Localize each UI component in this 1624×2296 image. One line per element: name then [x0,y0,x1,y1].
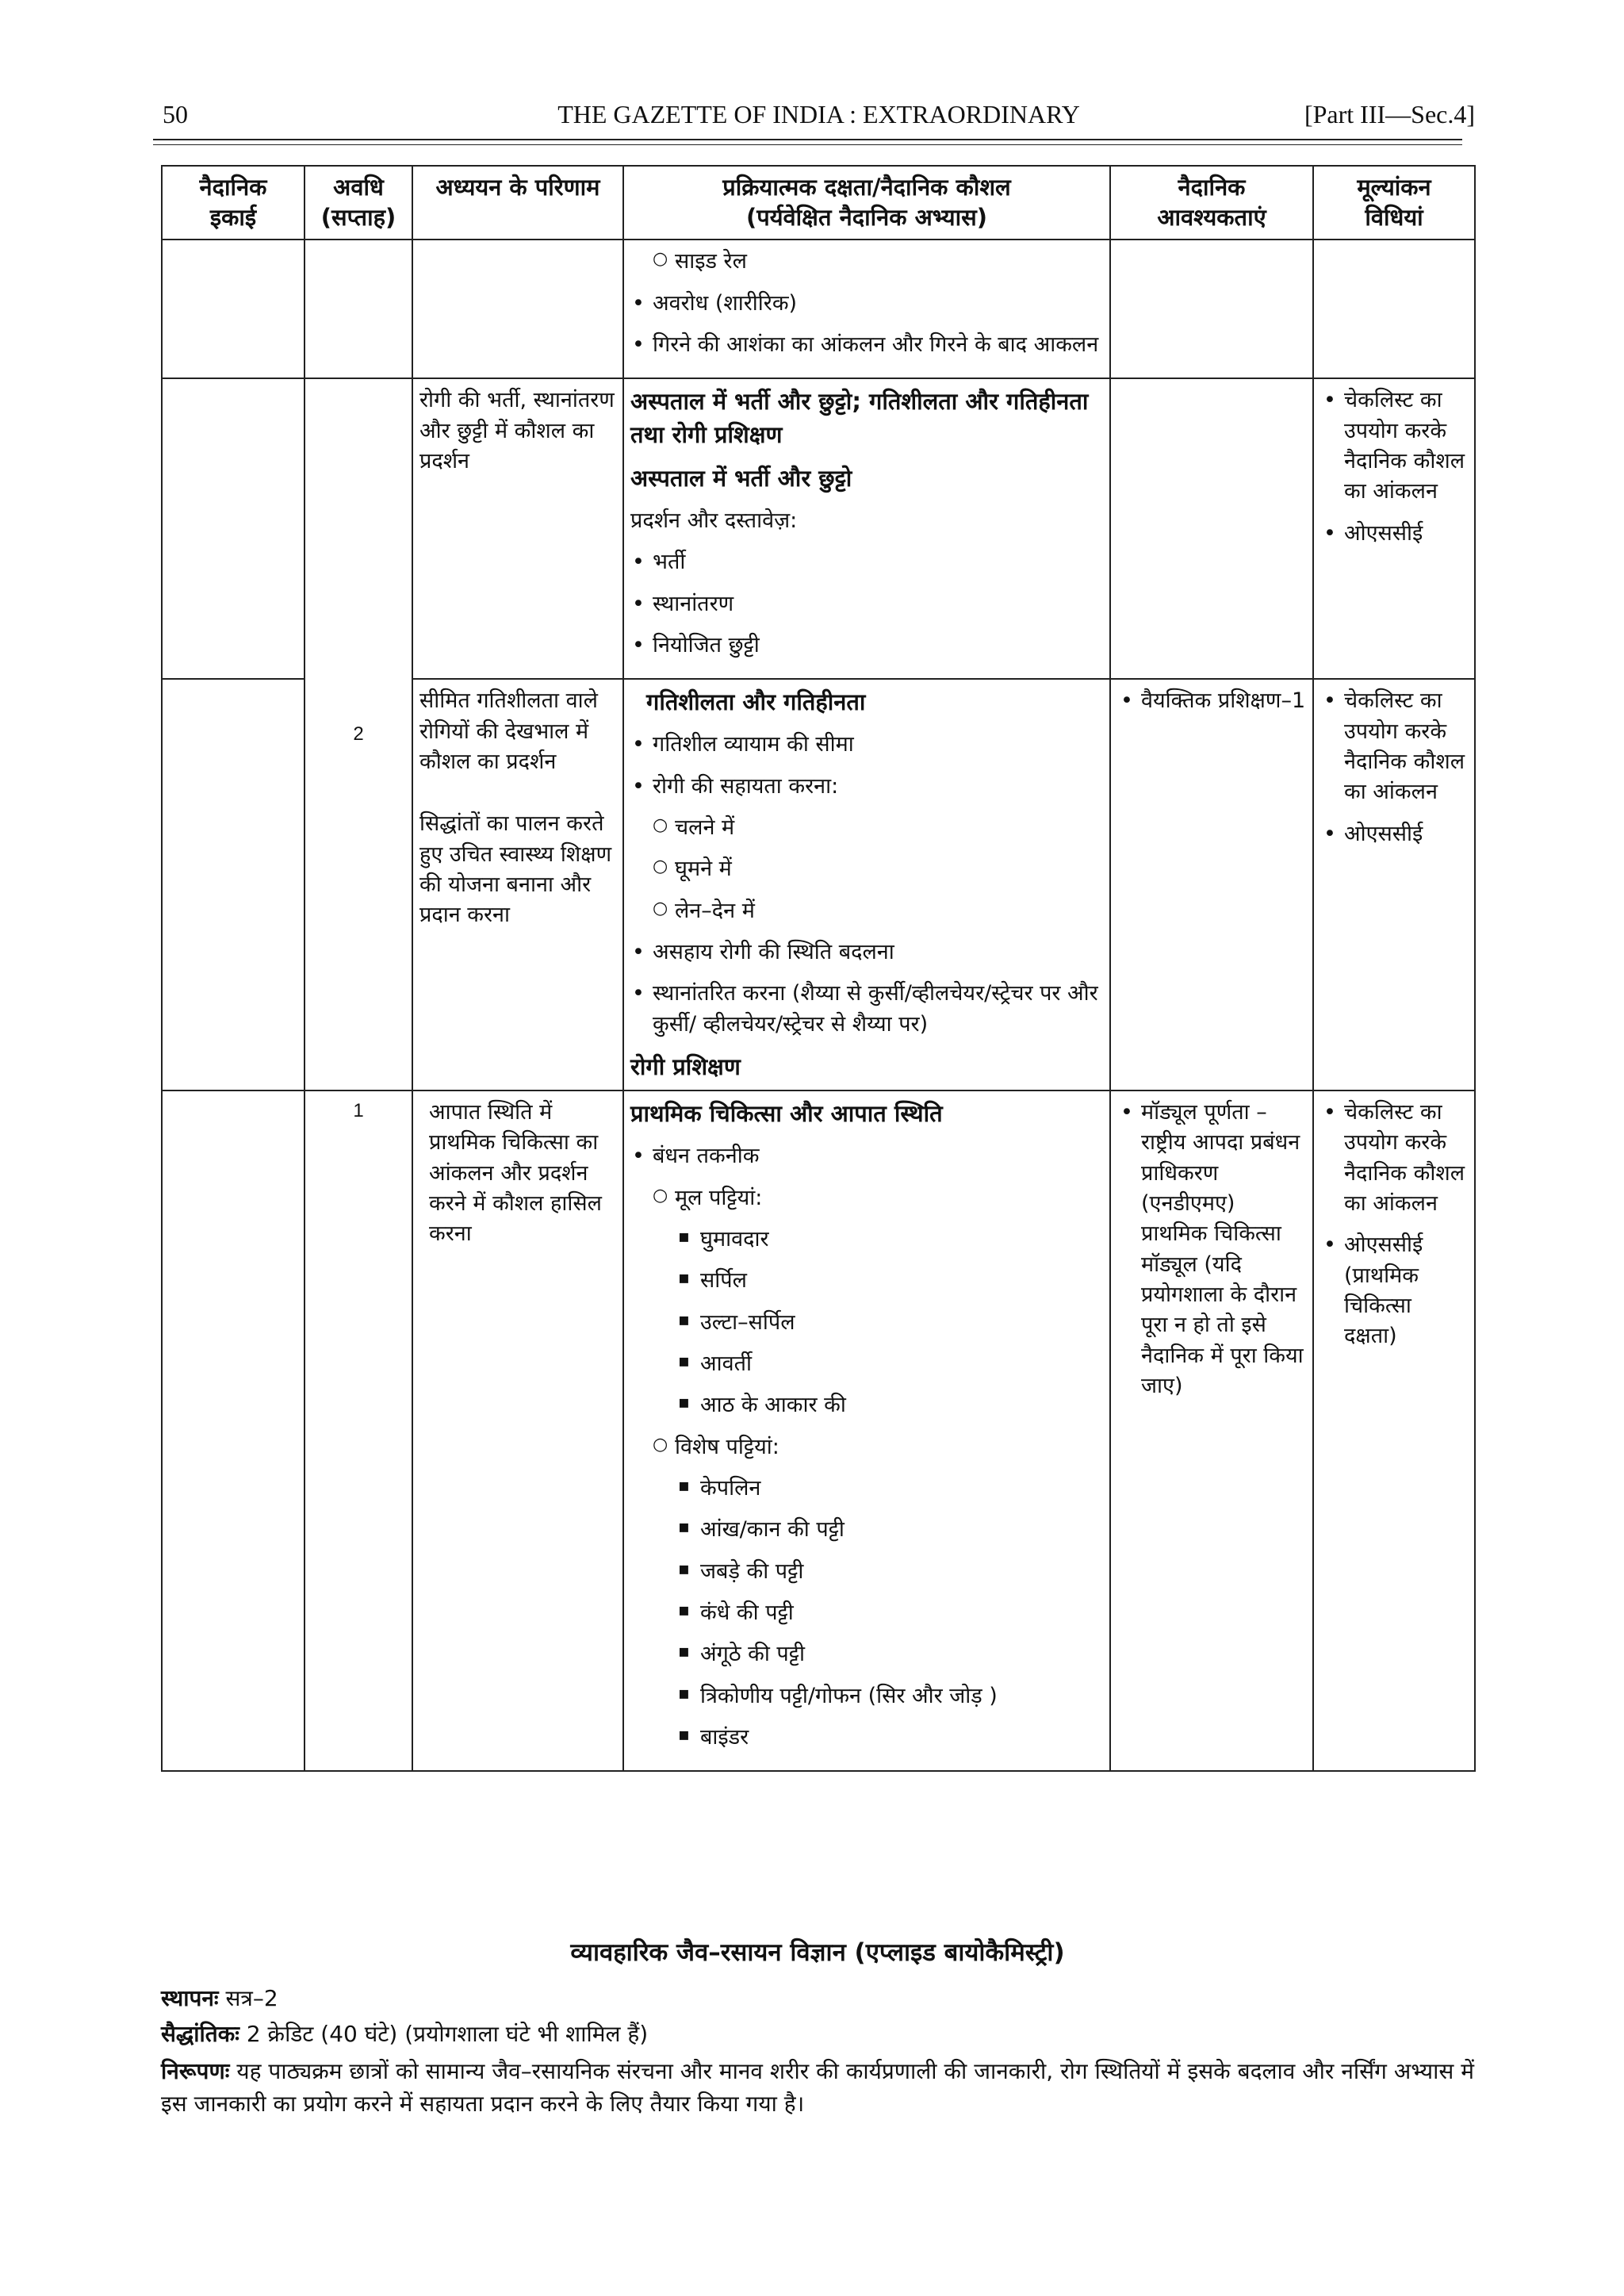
header-rule-thin [153,144,1462,145]
list-item: ▪ अंगूठे की पट्टी [630,1639,1103,1669]
skills-cell [623,240,1110,378]
assessment-cell [1313,1091,1475,1771]
list-item: ▪ उल्टा–सर्पिल [630,1308,1103,1338]
list-item: ▪ बाइंडर [630,1723,1103,1753]
list-item: • ओएससीई [1320,819,1468,849]
skills-cell: प्राथमिक चिकित्सा और आपात स्थिति • बंधन तकनीक ○ मूल पट्टियां: ▪ घुमावदार ▪ सर्पिल ▪ उल्टा–सर्पिल ▪ आवर्ती ▪ आठ के आकार की ○ विशेष पट्टियां: ▪ केपलिन ▪ आंख/कान की पट्टी ▪ जबड़े की पट्टी ▪ कंधे की पट्टी ▪ अंगूठे की पट्टी ▪ त्रिकोणीय पट्टी/गोफन (सिर और जोड़ ) ▪ बाइंडर [623,1091,1110,1771]
outcome-cell: सीमित गतिशीलता वाले रोगियों की देखभाल में कौशल का प्रदर्शन सिद्धांतों का पालन करते हुए उचित स्वास्थ्य शिक्षण की योजना बनाना और प्रदान करना [412,679,623,1091]
table-row [162,1091,1475,1771]
table-row [162,240,1475,378]
gazette-title: THE GAZETTE OF INDIA : EXTRAORDINARY [557,100,1080,128]
list-item: ○ मूल पट्टियां: [630,1183,1103,1213]
page-number: 50 [163,100,188,128]
page-header [163,94,1475,141]
list-item: ▪ जबड़े की पट्टी [630,1557,1103,1587]
table-header-row [162,166,1475,240]
col-header-skills: प्रक्रियात्मक दक्षता/नैदानिक कौशल (पर्यवेक्षित नैदानिक अभ्यास) [623,166,1110,240]
list-item: • भर्ती [630,547,1103,577]
list-item: ▪ आवर्ती [630,1349,1103,1379]
list-item: ▪ कंधे की पट्टी [630,1598,1103,1628]
skills-cell: अस्पताल में भर्ती और छुट्टो; गतिशीलता और गतिहीनता तथा रोगी प्रशिक्षण अस्पताल में भर्ती और छुट्टो प्रदर्शन और दस्तावेज़: • भर्ती • स्थानांतरण • नियोजित छुट्टी [623,378,1110,679]
header-rule-thick [153,139,1462,140]
placement-line: स्थापनः सत्र–2 [161,1985,278,2011]
curriculum-table [161,165,1476,1772]
duration-cell: 1 [304,1091,412,1771]
section-title: व्यावहारिक जैव–रसायन विज्ञान (एप्लाइड बायोकैमिस्ट्री) [570,1938,1065,1967]
col-header-requirements: नैदानिक आवश्यकताएं [1110,166,1313,240]
col-header-duration: अवधि (सप्ताह) [304,166,412,240]
list-item: ▪ केपलिन [630,1474,1103,1504]
skills-cell: गतिशीलता और गतिहीनता • गतिशील व्यायाम की सीमा • रोगी की सहायता करना: ○ चलने में ○ घूमने में ○ लेन–देन में • असहाय रोगी की स्थिति बदलना • स्थानांतरित करना (शैय्या से कुर्सी/व्हीलचेयर/स्ट्रेचर पर और कुर्सी/ व्हीलचेयर/स्ट्रेचर से शैय्या पर) रोगी प्रशिक्षण [623,679,1110,1091]
list-item: • गतिशील व्यायाम की सीमा [630,730,1103,760]
outcome-cell: रोगी की भर्ती, स्थानांतरण और छुट्टी में कौशल का प्रदर्शन [412,378,623,679]
list-item: • गिरने की आशंका का आंकलन और गिरने के बाद आकलन [630,330,1103,360]
list-item: • ओएससीई [1320,519,1468,549]
list-item: • स्थानांतरण [630,589,1103,619]
list-item: • चेकलिस्ट का उपयोग करके नैदानिक कौशल का आंकलन [1320,1098,1468,1219]
list-item: ○ विशेष पट्टियां: [630,1432,1103,1462]
theory-line: सैद्धांतिकः 2 क्रेडिट (40 घंटे) (प्रयोगशाला घंटे भी शामिल हैं) [161,2021,649,2047]
list-item: ▪ घुमावदार [630,1225,1103,1255]
list-item: • अवरोध (शारीरिक) [630,289,1103,319]
col-header-unit: नैदानिक इकाई [162,166,304,240]
assessment-cell [1313,679,1475,1091]
description-paragraph: निरूपणः यह पाठ्यक्रम छात्रों को सामान्य जैव–रसायनिक संरचना और मानव शरीर की कार्यप्रणाली की जानकारी, रोग स्थितियों में इसके बदलाव और नर्सिंग अभ्यास में इस जानकारी का प्रयोग करने में सहायता प्रदान करने के लिए तैयार किया गया है। [161,2058,1474,2117]
requirement-cell: • वैयक्तिक प्रशिक्षण–1 [1110,679,1313,1091]
list-item: ○ साइड रेल [630,247,1103,277]
list-item: ○ चलने में [630,813,1103,843]
assessment-cell [1313,378,1475,679]
list-item: ▪ आठ के आकार की [630,1390,1103,1420]
part-section: [Part III—Sec.4] [1304,100,1475,128]
list-item: • स्थानांतरित करना (शैय्या से कुर्सी/व्हीलचेयर/स्ट्रेचर पर और कुर्सी/ व्हीलचेयर/स्ट्रेचर से शैय्या पर) [630,979,1103,1040]
list-item: • चेकलिस्ट का उपयोग करके नैदानिक कौशल का आंकलन [1320,686,1468,807]
list-item: ▪ त्रिकोणीय पट्टी/गोफन (सिर और जोड़ ) [630,1681,1103,1711]
list-item: ▪ आंख/कान की पट्टी [630,1515,1103,1545]
table-row [162,378,1475,679]
list-item: • बंधन तकनीक [630,1141,1103,1171]
list-item: • ओएससीई (प्राथमिक चिकित्सा दक्षता) [1320,1230,1468,1351]
list-item: • असहाय रोगी की स्थिति बदलना [630,937,1103,968]
list-item: ○ घूमने में [630,854,1103,884]
list-item: • नियोजित छुट्टी [630,631,1103,661]
col-header-outcomes: अध्ययन के परिणाम [412,166,623,240]
requirement-cell: • मॉड्यूल पूर्णता – राष्ट्रीय आपदा प्रबंधन प्राधिकरण (एनडीएमए) प्राथमिक चिकित्सा मॉड्यूल (यदि प्रयोगशाला के दौरान पूरा न हो तो इसे नैदानिक में पूरा किया जाए) [1110,1091,1313,1771]
list-item: ○ लेन–देन में [630,896,1103,926]
list-item: • चेकलिस्ट का उपयोग करके नैदानिक कौशल का आंकलन [1320,385,1468,507]
col-header-assessment: मूल्यांकन विधियां [1313,166,1475,240]
list-item: • रोगी की सहायता करना: [630,772,1103,802]
duration-cell: 2 [304,378,412,1091]
list-item: ▪ सर्पिल [630,1266,1103,1296]
outcome-cell: आपात स्थिति में प्राथमिक चिकित्सा का आंकलन और प्रदर्शन करने में कौशल हासिल करना [412,1091,623,1771]
